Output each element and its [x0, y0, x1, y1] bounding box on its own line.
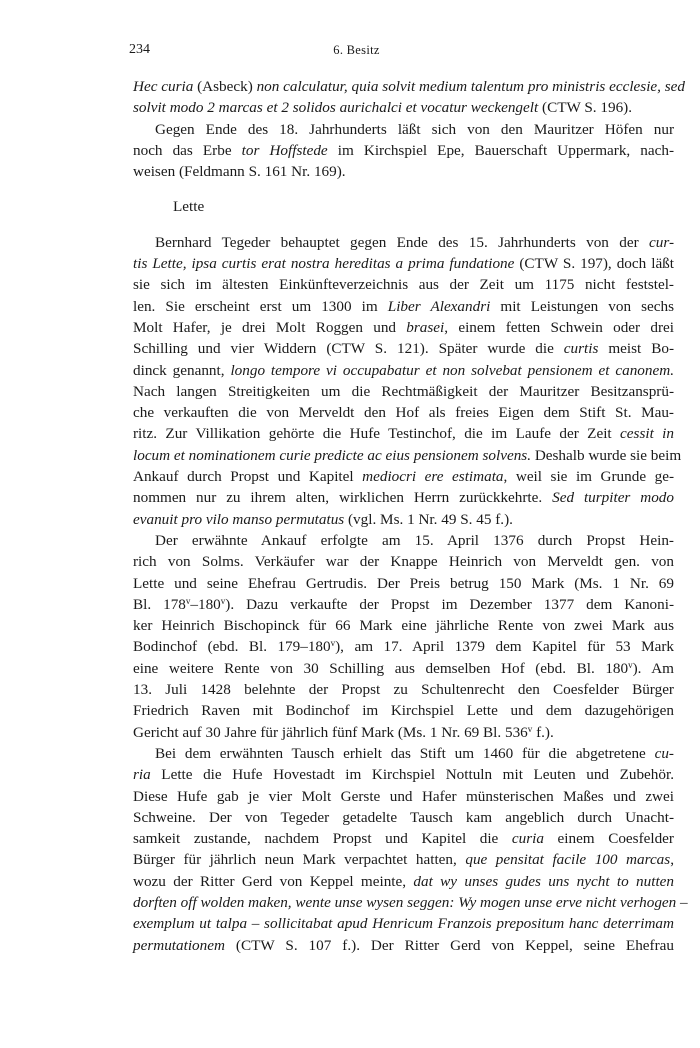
text-run: Ankauf durch Propst und Kapitel [133, 468, 363, 486]
text-run: (Asbeck) [193, 78, 257, 95]
text-run: meist Bo- [598, 340, 675, 358]
text-run: samkeit zustande, nachdem Propst und Kapitel die [133, 830, 512, 848]
text-run: Nach langen Streitigkeiten um die Rechtmäßigkeit der Mauritzer Besitzansprü- [133, 382, 674, 400]
text-line [133, 913, 674, 934]
latin-quote: que pensitat facile 100 marcas [465, 851, 671, 869]
text-run: ritz. Zur Villikation gehörte die Hufe Testinchof, die im Laufe der Zeit [133, 425, 621, 443]
text-line [133, 360, 674, 381]
latin-quote: Liber Alexandri [387, 297, 491, 315]
latin-quote: longo tempore vi occupabatur et non solvebat pensionem et canonem. [230, 361, 674, 379]
text-line [133, 338, 674, 359]
superscript: v [628, 659, 633, 670]
superscript: v [220, 595, 226, 606]
text-line [133, 76, 686, 97]
text-line [133, 679, 674, 700]
text-line [133, 573, 674, 594]
latin-quote: curtis [563, 340, 599, 358]
latin-quote: dorften off wolden maken, wente unse wysen seggen: Wy mogen unse erve nicht verhogen – [133, 893, 688, 911]
section-heading [133, 196, 674, 217]
text-run: Lette die Hufe Hovestadt im Kirchspiel Nottuln mit Leuten und Zubehör. [150, 766, 674, 784]
text-line [133, 466, 674, 487]
text-line [133, 764, 674, 785]
superscript: v [527, 723, 533, 734]
text-run: wozu der Ritter Gerd von Keppel meinte, [133, 872, 414, 890]
text-run: Molt Hafer, je drei Molt Roggen und [133, 318, 407, 336]
text-line [133, 871, 674, 892]
text-run: sie sich im ältesten Einkünfteverzeichnis aus der Zeit um 1175 nicht feststel- [133, 276, 674, 294]
latin-quote: solvit modo 2 marcas et 2 solidos aurichalci et vocatur weckengelt [133, 99, 539, 117]
latin-quote: tor Hoffstede [241, 141, 328, 159]
text-run: nommen nur zu ihrem alten, wirklichen Herrn zurückkehrte. [133, 489, 553, 507]
latin-quote: cur- [649, 233, 674, 251]
text-line [133, 743, 674, 764]
text-line [133, 232, 674, 253]
text-run: (vgl. Ms. 1 Nr. 49 S. 45 f.). [344, 510, 513, 528]
text-run: , einem fetten Schwein oder drei [444, 318, 674, 336]
text-run: Der erwähnte Ankauf erfolgte am 15. April 1376 durch Propst Hein- [155, 531, 674, 549]
text-run: Bernhard Tegeder behauptet gegen Ende des 15. Jahrhunderts von der [155, 233, 649, 251]
page-number: 234 [129, 42, 150, 57]
text-line [133, 700, 674, 721]
text-run: Diese Hufe gab je vier Molt Gerste und Hafer münsterischen Maßes und zwei [133, 787, 674, 805]
text-line [133, 402, 674, 423]
latin-quote: non calculatur, quia solvit medium talentum pro ministris ecclesie, sed [256, 78, 686, 95]
latin-quote: ria [133, 766, 151, 784]
text-run: (CTW S. 107 f.). Der Ritter Gerd von Keppel, seine Ehefrau [224, 936, 674, 954]
text-run: Gericht auf 30 Jahre für jährlich fünf Mark (Ms. 1 Nr. 69 Bl. 536 [133, 723, 528, 741]
latin-quote: brasei [406, 318, 445, 336]
text-run: Friedrich Raven mit Bodinchof im Kirchspiel Lette und dem dazugehörigen [133, 702, 674, 720]
latin-quote: mediocri ere estimata [362, 468, 504, 486]
page-header [129, 42, 584, 60]
text-line [133, 807, 674, 828]
text-line [133, 935, 674, 956]
text-run: che verkauften die von Merveldt den Hof als freies Eigen dem Stift St. Mau- [133, 404, 674, 422]
text-line [133, 119, 674, 140]
text-line [133, 892, 688, 913]
running-head: 6. Besitz [333, 43, 380, 57]
text-run: im Kirchspiel Epe, Bauerschaft Uppermark, nach- [327, 141, 675, 159]
text-line [133, 658, 674, 679]
text-run: len. Sie erscheint erst um 1300 im [133, 297, 388, 315]
latin-quote: tis Lette, ipsa curtis erat nostra hereditas a prima fundatione [133, 255, 515, 273]
body-text [133, 76, 688, 956]
latin-quote: Sed turpiter modo [552, 489, 674, 507]
text-run: noch das Erbe [133, 141, 242, 159]
text-run: Bei dem erwähnten Tausch erhielt das Stift um 1460 für die abgetretene [155, 744, 655, 762]
text-line [133, 722, 674, 743]
latin-quote: locum et nominationem curie predicte ac eius pensionem solvens. [133, 446, 532, 464]
text-line [133, 487, 674, 508]
text-run: Schweine. Der von Tegeder getadelte Tausch kam angeblich durch Unacht- [133, 808, 674, 826]
text-line [133, 828, 674, 849]
text-run: Bodinchof (ebd. Bl. 179–180 [133, 638, 331, 656]
latin-quote: evanuit pro vilo manso permutatus [133, 510, 345, 528]
text-run: weisen (Feldmann S. 161 Nr. 169). [133, 163, 346, 181]
text-line [133, 615, 674, 636]
spacer [133, 182, 674, 196]
text-line [133, 296, 674, 317]
text-line [133, 317, 674, 338]
text-run: ker Heinrich Bischopinck für 66 Mark eine jährliche Rente von zwei Mark aus [133, 617, 674, 635]
text-run: –180 [190, 595, 221, 613]
text-line [133, 849, 674, 870]
text-run: , [670, 851, 674, 869]
text-run: Deshalb wurde sie beim [531, 446, 682, 464]
text-run: Bürger für jährlich neun Mark verpachtet hatten, [133, 851, 466, 869]
latin-quote: cu- [654, 744, 674, 762]
text-line [133, 445, 682, 466]
text-run: 13. Juli 1428 belehnte der Propst zu Schultenrecht den Coesfelder Bürger [133, 681, 674, 699]
text-line [133, 594, 674, 615]
text-run: , weil sie im Grunde ge- [503, 468, 675, 486]
text-run: einem Coesfelder [543, 830, 674, 848]
text-run: (CTW S. 196). [538, 99, 633, 117]
text-run: ). Am [632, 659, 674, 677]
text-run: ), am 17. April 1379 dem Kapitel für 53 Mark [335, 638, 674, 656]
text-run: Gegen Ende des 18. Jahrhunderts läßt sich von den Mauritzer Höfen nur [155, 120, 674, 138]
text-line [133, 381, 674, 402]
text-line [133, 140, 674, 161]
text-run: eine weitere Rente von 30 Schilling aus demselben Hof (ebd. Bl. 180 [133, 659, 629, 677]
text-line [133, 423, 674, 444]
latin-quote: curia [511, 830, 544, 848]
latin-quote: permutationem [133, 936, 225, 954]
latin-quote: exemplum ut talpa – sollicitabat apud Henricum Franzois prepositum hanc deterrimam [133, 915, 674, 933]
latin-quote: cessit in [620, 425, 674, 443]
superscript: v [185, 595, 191, 606]
text-run: rich von Solms. Verkäufer war der Knappe Heinrich von Merveldt gen. von [133, 553, 674, 571]
text-line [133, 551, 674, 572]
text-run: Lette und seine Ehefrau Gertrudis. Der Preis betrug 150 Mark (Ms. 1 Nr. 69 [133, 574, 674, 592]
text-run: mit Leistungen von sechs [490, 297, 674, 315]
superscript: v [330, 638, 336, 649]
text-run: f.). [532, 723, 554, 741]
text-line [133, 274, 674, 295]
text-line [133, 97, 674, 118]
text-run: (CTW S. 197), doch läßt [514, 255, 674, 273]
text-line [133, 786, 674, 807]
text-run: ). Dazu verkaufte der Propst im Dezember 1377 dem Kanoni- [225, 595, 674, 613]
text-line [133, 636, 674, 657]
text-line [133, 253, 674, 274]
text-line [133, 509, 674, 530]
spacer [133, 218, 674, 232]
text-run: Bl. 178 [133, 595, 186, 613]
text-run: Lette [173, 198, 205, 216]
text-line [133, 161, 674, 182]
text-line [133, 530, 674, 551]
latin-quote: dat wy unses gudes uns nycht to nutten [413, 872, 674, 890]
text-run: dinck genannt, [133, 361, 231, 379]
latin-quote: Hec curia [133, 78, 194, 95]
text-run: Schilling und vier Widdern (CTW S. 121). Später wurde die [133, 340, 564, 358]
